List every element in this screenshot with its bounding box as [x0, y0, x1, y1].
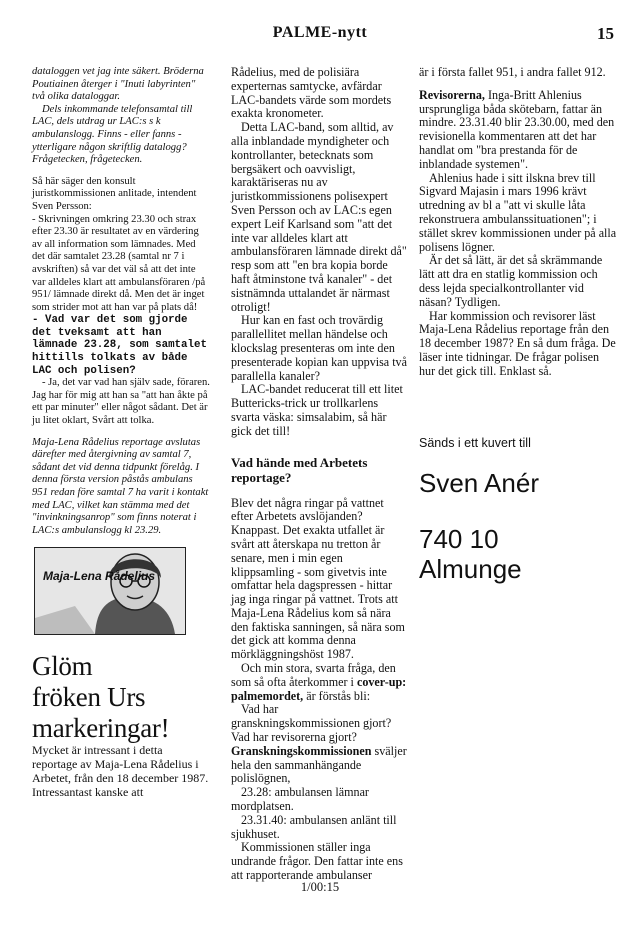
col2-paragraph-4: LAC-bandet reducerat till ett litet Buttericks-trick ur trollkarlens svarta väska: simsalabim, så här gick det till!	[231, 382, 403, 438]
col2-paragraph-2: Detta LAC-band, som alltid, av alla inblandade myndigheter och kontrollanter, betecknats som bergsäkert och oavvisligt, karaktäriseras nu av juristkommissionens polisexpert Sven Persson och av LAC:s egen expert Leif Karlsand som "att det inte var alldeles klart att ambulansföraren lämnade direkt då" resp som att "en bra kopia borde haft åtminstone två kanaler" - det sistnämnda uttalandet är närmast otroligt!	[231, 120, 407, 314]
section-subhead: Vad hände med Arbetets reportage?	[231, 454, 368, 485]
col3-paragraph-5: Har kommission och revisorer läst Maja-Lena Rådelius reportage från den 18 december 1987? En så dum fråga. De läser inte tidningar. De frågar polisen hur det gick till. Enklast så.	[419, 308, 616, 378]
photo-caption: Maja-Lena Rådelius	[43, 569, 156, 584]
gk-paragraph	[231, 745, 407, 786]
col2-paragraph-6	[231, 662, 407, 703]
col2-paragraph-3: Hur kan en fast och trovärdig parallellitet mellan händelse och klockslag presenteras om inte den presenterade kopian kan uppvisa två parallella kanaler?	[231, 313, 407, 383]
page-title: PALME-nytt	[272, 24, 368, 41]
page-number: 15	[597, 24, 614, 43]
col2-p6-start: Och min stora, svarta fråga, den som så ofta återkommer i	[231, 661, 396, 689]
intro-italic-1: dataloggen vet jag inte säkert. Bröderna Poutiainen återger i "Inuti labyrinten" två olika dataloggar.	[32, 66, 204, 103]
col2-p6-end: är förstås bli:	[306, 688, 371, 703]
intro-italic-2: Dels inkommande telefonsamtal till LAC, dels utdrag ur LAC:s s k ambulanslogg. Finns - eller fanns - ytterligare någon skriftlig datalogg? Frågetecken, frågetecken.	[32, 103, 193, 166]
timeline-item-1: 23.28: ambulansen lämnar mordplatsen.	[231, 785, 369, 814]
revisorerna-bold: Revisorerna,	[419, 87, 485, 102]
question-1: Vad har granskningskommissionen gjort?	[231, 702, 392, 731]
interview-answer: - Ja, det var vad han själv sade, föraren. Jag har för mig att han sa "att han åkte på ett par minuter" eller något sådant. Det är ju litet oklart, Svårt att tolka.	[32, 377, 210, 427]
headline-line-1: Glöm	[32, 651, 93, 682]
col3-paragraph-3: Ahlenius hade i sitt ilskna brev till Sigvard Majasin i mars 1996 krävt utredning av bl a "att vi skulle låta rekonstruera ambulanssituationen"; i stället skrev kommissionen under på alla polisens lögner.	[419, 170, 617, 254]
question-2: Vad har revisorerna gjort?	[231, 730, 357, 745]
interview-question: - Vad var det som gjorde det tveksamt att han lämnade 23.28, som samtalet hittills tolkats av både LAC och polisen?	[32, 314, 207, 377]
column-3	[419, 66, 617, 584]
lead-paragraph: Mycket är intressant i detta reportage av Maja-Lena Rådelius i Arbetet, från den 18 december 1987. Intressantast kanske att	[32, 743, 209, 799]
quote-paragraph: - Skrivningen omkring 23.30 och strax efter 23.30 är resultatet av en värdering av all information som lämnades. Med det där samtalet 23.28 (samtal nr 7 i avskriften) så var det väl så att det inte var alldeles klart att ambulansföraren /på 951/ lämnade direkt då. Men det är inget som strider mot att han var på plats då!	[32, 213, 206, 313]
col2-paragraph-7: Kommissionen ställer inga undrande frågor. Den fattar inte ens att rapporterande ambulanser	[231, 840, 403, 883]
intro-paragraph: Så här säger den konsult juristkommissionen anlitade, intendent Sven Persson:	[32, 175, 197, 212]
cover-up-title: cover-up: palmemordet,	[231, 674, 407, 703]
col2-paragraph-5: Blev det några ringar på vattnet efter Arbetets avslöjanden? Knappast. Det exakta utfallet är svårt att återskapa nu tretton år senare, men i min egen klippsamling - som givetvis inte omfattar hela dagspressen - hittar jag inga ringar på vattnet. Trots att Maja-Lena Rådelius kom så nära den faktiska sanningen, så nära som det gick att komma denna mörkläggningshöst 1987.	[231, 495, 405, 662]
timeline-item-2: 23.31.40: ambulansen anlänt till sjukhuset.	[231, 812, 397, 841]
headline-line-2: fröken Urs	[32, 682, 146, 713]
portrait-graphic	[35, 548, 185, 634]
gk-bold: Granskningskommissionen	[231, 743, 372, 758]
col3-paragraph-4: Är det så lätt, är det så skrämmande lätt att dra en statlig kommission och dess lejda specialkontrollanter vid näsan? Tydligen.	[419, 253, 603, 309]
col3-paragraph-1: är i första fallet 951, i andra fallet 912.	[419, 65, 606, 79]
col2-paragraph-1: Rådelius, med de polisiära experternas samtycke, avfärdar LAC-bandets värde som mordets exakta kronometer.	[231, 65, 392, 121]
column-2	[231, 66, 407, 883]
city: Almunge	[419, 554, 522, 585]
postal-code: 740 10	[419, 524, 499, 555]
page-footer: 1/00:15	[300, 880, 340, 894]
headline-line-3: markeringar!	[32, 713, 170, 744]
recipient-name: Sven Anér	[419, 468, 539, 499]
gk-rest: sväljer hela den sammanhängande polislögnen,	[231, 743, 407, 786]
column-1	[32, 66, 210, 800]
send-note: Sänds i ett kuvert till	[419, 435, 531, 450]
headline	[32, 651, 210, 744]
revisorerna-paragraph	[419, 89, 617, 172]
italic-note: Maja-Lena Rådelius reportage avslutas därefter med återgivning av samtal 7, sådant det vid denna tidpunkt förelåg. I denna första version påstås ambulans 951 redan före samtal 7 ha varit i kontakt med LAC, vilket kan stämma med det "invinkningsanrop" som finns noterat i LAC:s ambulanslogg kl 23.29.	[32, 436, 209, 536]
portrait-photo	[34, 547, 186, 635]
revisorerna-rest: Inga-Britt Ahlenius ursprungliga båda skötebarn, fattar än mindre. 23.31.40 blir 23.30.00, med den revisionella kommentaren att det har handlat om "bra prestanda för de inblandade systemen".	[419, 87, 615, 171]
